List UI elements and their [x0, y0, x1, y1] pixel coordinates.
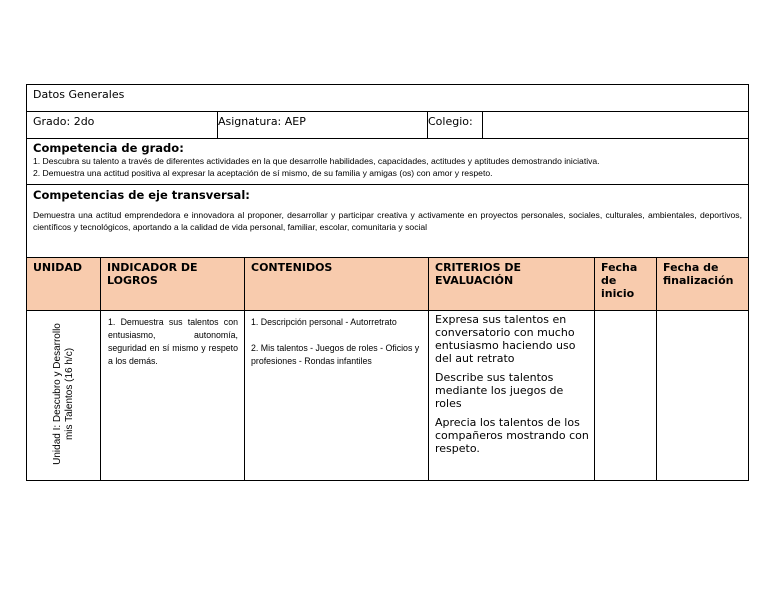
criterios-cell — [429, 311, 595, 481]
table-row — [26, 311, 749, 481]
indicador-cell: 1. Demuestra sus talentos con entusiasmo, autonomía, seguridad en sí mismo y respeto a los demás. — [101, 311, 245, 481]
competencia-grado-section — [26, 139, 749, 185]
contenido-item: 2. Mis talentos - Juegos de roles - Oficios y profesiones - Rondas infantiles — [251, 343, 420, 366]
competencia-grado-item: 1. Descubra su talento a través de diferentes actividades en la que desarrolle habilidades, capacidades, actitudes y aptitudes demostrando iniciativa. — [33, 156, 600, 166]
header-criterios: CRITERIOS DE EVALUACIÓN — [429, 258, 595, 310]
competencia-eje-text: Demuestra una actitud emprendedora e innovadora al proponer, desarrollar y participar creativa y activamente en proyectos personales, sociales, culturales, ambientales, deportivos, científicos y tecnológicos, aportando a la calidad de vida personal, familiar, escolar, comunitaria y social — [33, 210, 742, 232]
header-fecha-inicio: Fecha de inicio — [595, 258, 657, 310]
colegio-value — [483, 112, 748, 138]
criterio-item: Describe sus talentos mediante los juegos de roles — [435, 371, 564, 410]
asignatura-cell: Asignatura: AEP — [218, 112, 428, 138]
contenido-item: 1. Descripción personal - Autorretrato — [251, 317, 397, 327]
unidad-text: Unidad I: Descubro y Desarrollo mis Talentos (16 h/c) — [52, 323, 75, 465]
planning-document — [26, 84, 749, 481]
unidad-cell — [27, 311, 101, 481]
fecha-inicio-cell — [595, 311, 657, 481]
contenidos-cell — [245, 311, 429, 481]
criterio-item: Expresa sus talentos en conversatorio con mucho entusiasmo haciendo uso del aut retrato — [435, 313, 576, 365]
header-indicador: INDICADOR DE LOGROS — [101, 258, 245, 310]
grado-row — [26, 112, 749, 139]
header-fecha-fin: Fecha de finalización — [657, 258, 748, 310]
competencia-grado-item: 2. Demuestra una actitud positiva al expresar la aceptación de sí mismo, de su familia y amigas (os) con amor y respeto. — [33, 168, 493, 178]
datos-generales-row — [26, 84, 749, 112]
header-unidad: UNIDAD — [27, 258, 101, 310]
competencia-grado-heading: Competencia de grado: — [33, 141, 184, 155]
table-header-row — [26, 258, 749, 311]
datos-generales-title: Datos Generales — [33, 88, 125, 101]
colegio-label: Colegio: — [428, 112, 483, 138]
fecha-fin-cell — [657, 311, 748, 481]
criterio-item: Aprecia los talentos de los compañeros mostrando con respeto. — [435, 416, 589, 455]
competencia-eje-heading: Competencias de eje transversal: — [33, 188, 250, 202]
header-contenidos: CONTENIDOS — [245, 258, 429, 310]
competencia-eje-section — [26, 185, 749, 258]
grado-cell: Grado: 2do — [27, 112, 218, 138]
